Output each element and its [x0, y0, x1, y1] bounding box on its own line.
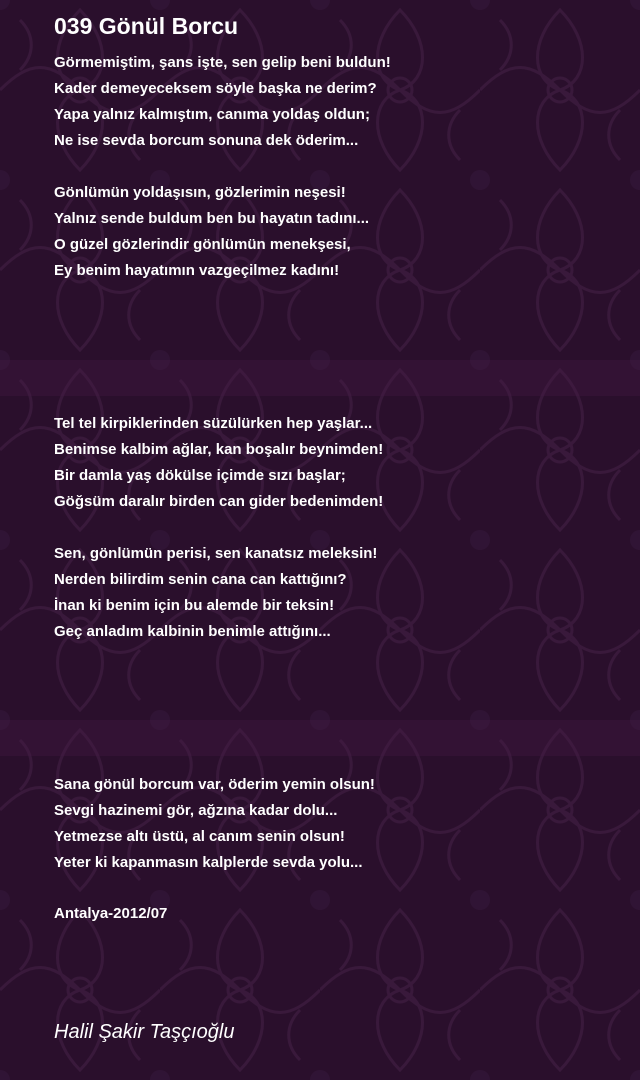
poem-line: Yeter ki kapanmasın kalplerde sevda yolu... [54, 854, 363, 871]
author-name: Halil Şakir Taşçıoğlu [54, 1021, 235, 1043]
poem-title: 039 Gönül Borcu [54, 13, 239, 39]
stanza-4 [54, 541, 377, 645]
poem-line: Gönlümün yoldaşısın, gözlerimin neşesi! [54, 184, 346, 201]
poem-line: Göğsüm daralır birden can gider bedenimden! [54, 493, 384, 510]
poem-line: Yapa yalnız kalmıştım, canıma yoldaş oldun; [54, 106, 370, 123]
poem-line: Sevgi hazinemi gör, ağzına kadar dolu... [54, 802, 338, 819]
background-band [0, 360, 640, 396]
poem-line: Kader demeyeceksem söyle başka ne derim? [54, 80, 377, 97]
poem-line: Bir damla yaş dökülse içimde sızı başlar; [54, 467, 346, 484]
poem-line: Ne ise sevda borcum sonuna dek öderim... [54, 132, 359, 149]
poem-line: Ey benim hayatımın vazgeçilmez kadını! [54, 262, 340, 279]
stanza-3 [54, 411, 383, 515]
stanza-2 [54, 180, 369, 284]
poem-line: Tel tel kirpiklerinden süzülürken hep yaşlar... [54, 415, 373, 432]
poem-line: Sana gönül borcum var, öderim yemin olsun! [54, 776, 375, 793]
poem-line: Benimse kalbim ağlar, kan boşalır beynimden! [54, 441, 384, 458]
poem-line: Görmemiştim, şans işte, sen gelip beni buldun! [54, 54, 391, 71]
place-date: Antalya-2012/07 [54, 905, 168, 922]
stanza-5 [54, 772, 375, 876]
poem-line: Yalnız sende buldum ben bu hayatın tadını... [54, 210, 370, 227]
background-band [0, 720, 640, 756]
poem-line: O güzel gözlerindir gönlümün menekşesi, [54, 236, 351, 253]
poem-line: İnan ki benim için bu alemde bir teksin! [54, 597, 335, 614]
poem-line: Nerden bilirdim senin cana can kattığını? [54, 571, 347, 588]
poem-line: Geç anladım kalbinin benimle attığını... [54, 623, 331, 640]
poem-line: Sen, gönlümün perisi, sen kanatsız meleksin! [54, 545, 378, 562]
poem-line: Yetmezse altı üstü, al canım senin olsun! [54, 828, 345, 845]
stanza-1 [54, 50, 391, 154]
